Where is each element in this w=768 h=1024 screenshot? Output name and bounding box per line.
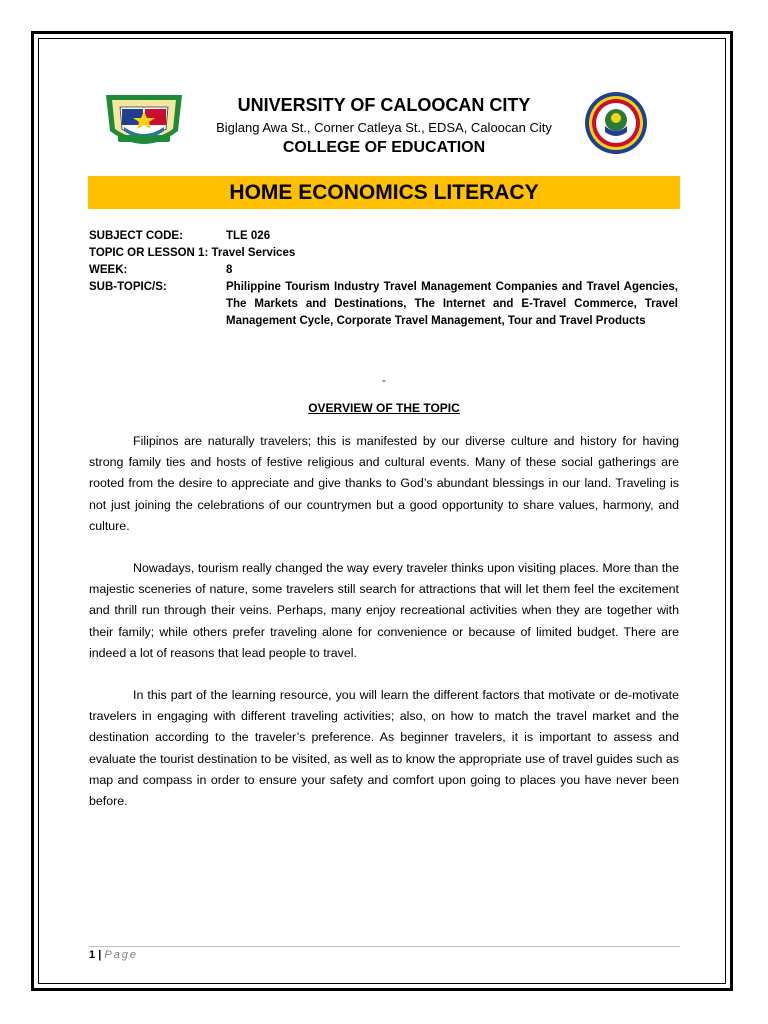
overview-paragraph: Filipinos are naturally travelers; this is manifested by our diverse culture and history for having strong family ties and hosts of festive religious and cultural events. Many of these social gatherings are rooted from the desire to appreciate and give thanks to God’s abundant blessings in our land. Traveling is not just joining the celebrations of our countrymen but a good opportunity to share values, harmony, and culture.: [89, 434, 679, 533]
topic-line: TOPIC OR LESSON 1: Travel Services: [89, 247, 296, 259]
section-separator: -: [382, 375, 386, 387]
overview-heading: OVERVIEW OF THE TOPIC: [308, 401, 460, 415]
topic-row: [89, 245, 678, 262]
page-number: 1: [89, 949, 96, 961]
university-name: UNIVERSITY OF CALOOCAN CITY: [237, 95, 531, 115]
week-label: WEEK:: [89, 264, 128, 276]
page-word: Page: [104, 949, 139, 961]
page-footer: [89, 949, 138, 961]
week-row: [89, 262, 678, 279]
footer-bar: |: [98, 949, 102, 961]
college-name: COLLEGE OF EDUCATION: [282, 139, 486, 156]
subtopics-row: [89, 279, 678, 330]
subtopics-value: Philippine Tourism Industry Travel Management Companies and Travel Agencies, The Markets and Destinations, The Internet and E-Travel Commerce, Travel Management Cycle, Corporate Travel Management, Tour and Travel Products: [226, 281, 678, 327]
overview-paragraph: In this part of the learning resource, you will learn the different factors that motivate or de-motivate travelers in engaging with different traveling activities; also, on how to match the travel market and the destination according to the traveler’s preference. As beginner travelers, it is important to assess and evaluate the tourist destination to be visited, as well as to know the appropriate use of travel guides such as map and compass in order to ensure your safety and comfort upon going to places you have never been before.: [89, 688, 679, 809]
college-seal-icon: [583, 90, 649, 156]
subject-code-row: [89, 228, 678, 245]
subject-banner: [88, 176, 680, 209]
subject-code-label: SUBJECT CODE:: [89, 230, 183, 242]
subtopics-label: SUB-TOPIC/S:: [89, 281, 167, 293]
week-value: 8: [226, 264, 233, 276]
overview-paragraph: Nowadays, tourism really changed the way every traveler thinks upon visiting places. More than the majestic sceneries of nature, some travelers still search for attractions that will let them feel the excitement and thrill run through their veins. Perhaps, many enjoy recreational activities when they are together with their family; while others prefer traveling alone for convenience or because of limited budget. There are indeed a lot of reasons that lead people to travel.: [89, 561, 679, 660]
footer-divider: [89, 946, 680, 947]
overview-body: [89, 431, 679, 833]
subject-code-value: TLE 026: [226, 230, 271, 242]
university-address: Biglang Awa St., Corner Catleya St., EDSA, Caloocan City: [216, 120, 552, 135]
subject-banner-title: HOME ECONOMICS LITERACY: [229, 180, 539, 204]
lesson-metadata: [89, 228, 678, 330]
